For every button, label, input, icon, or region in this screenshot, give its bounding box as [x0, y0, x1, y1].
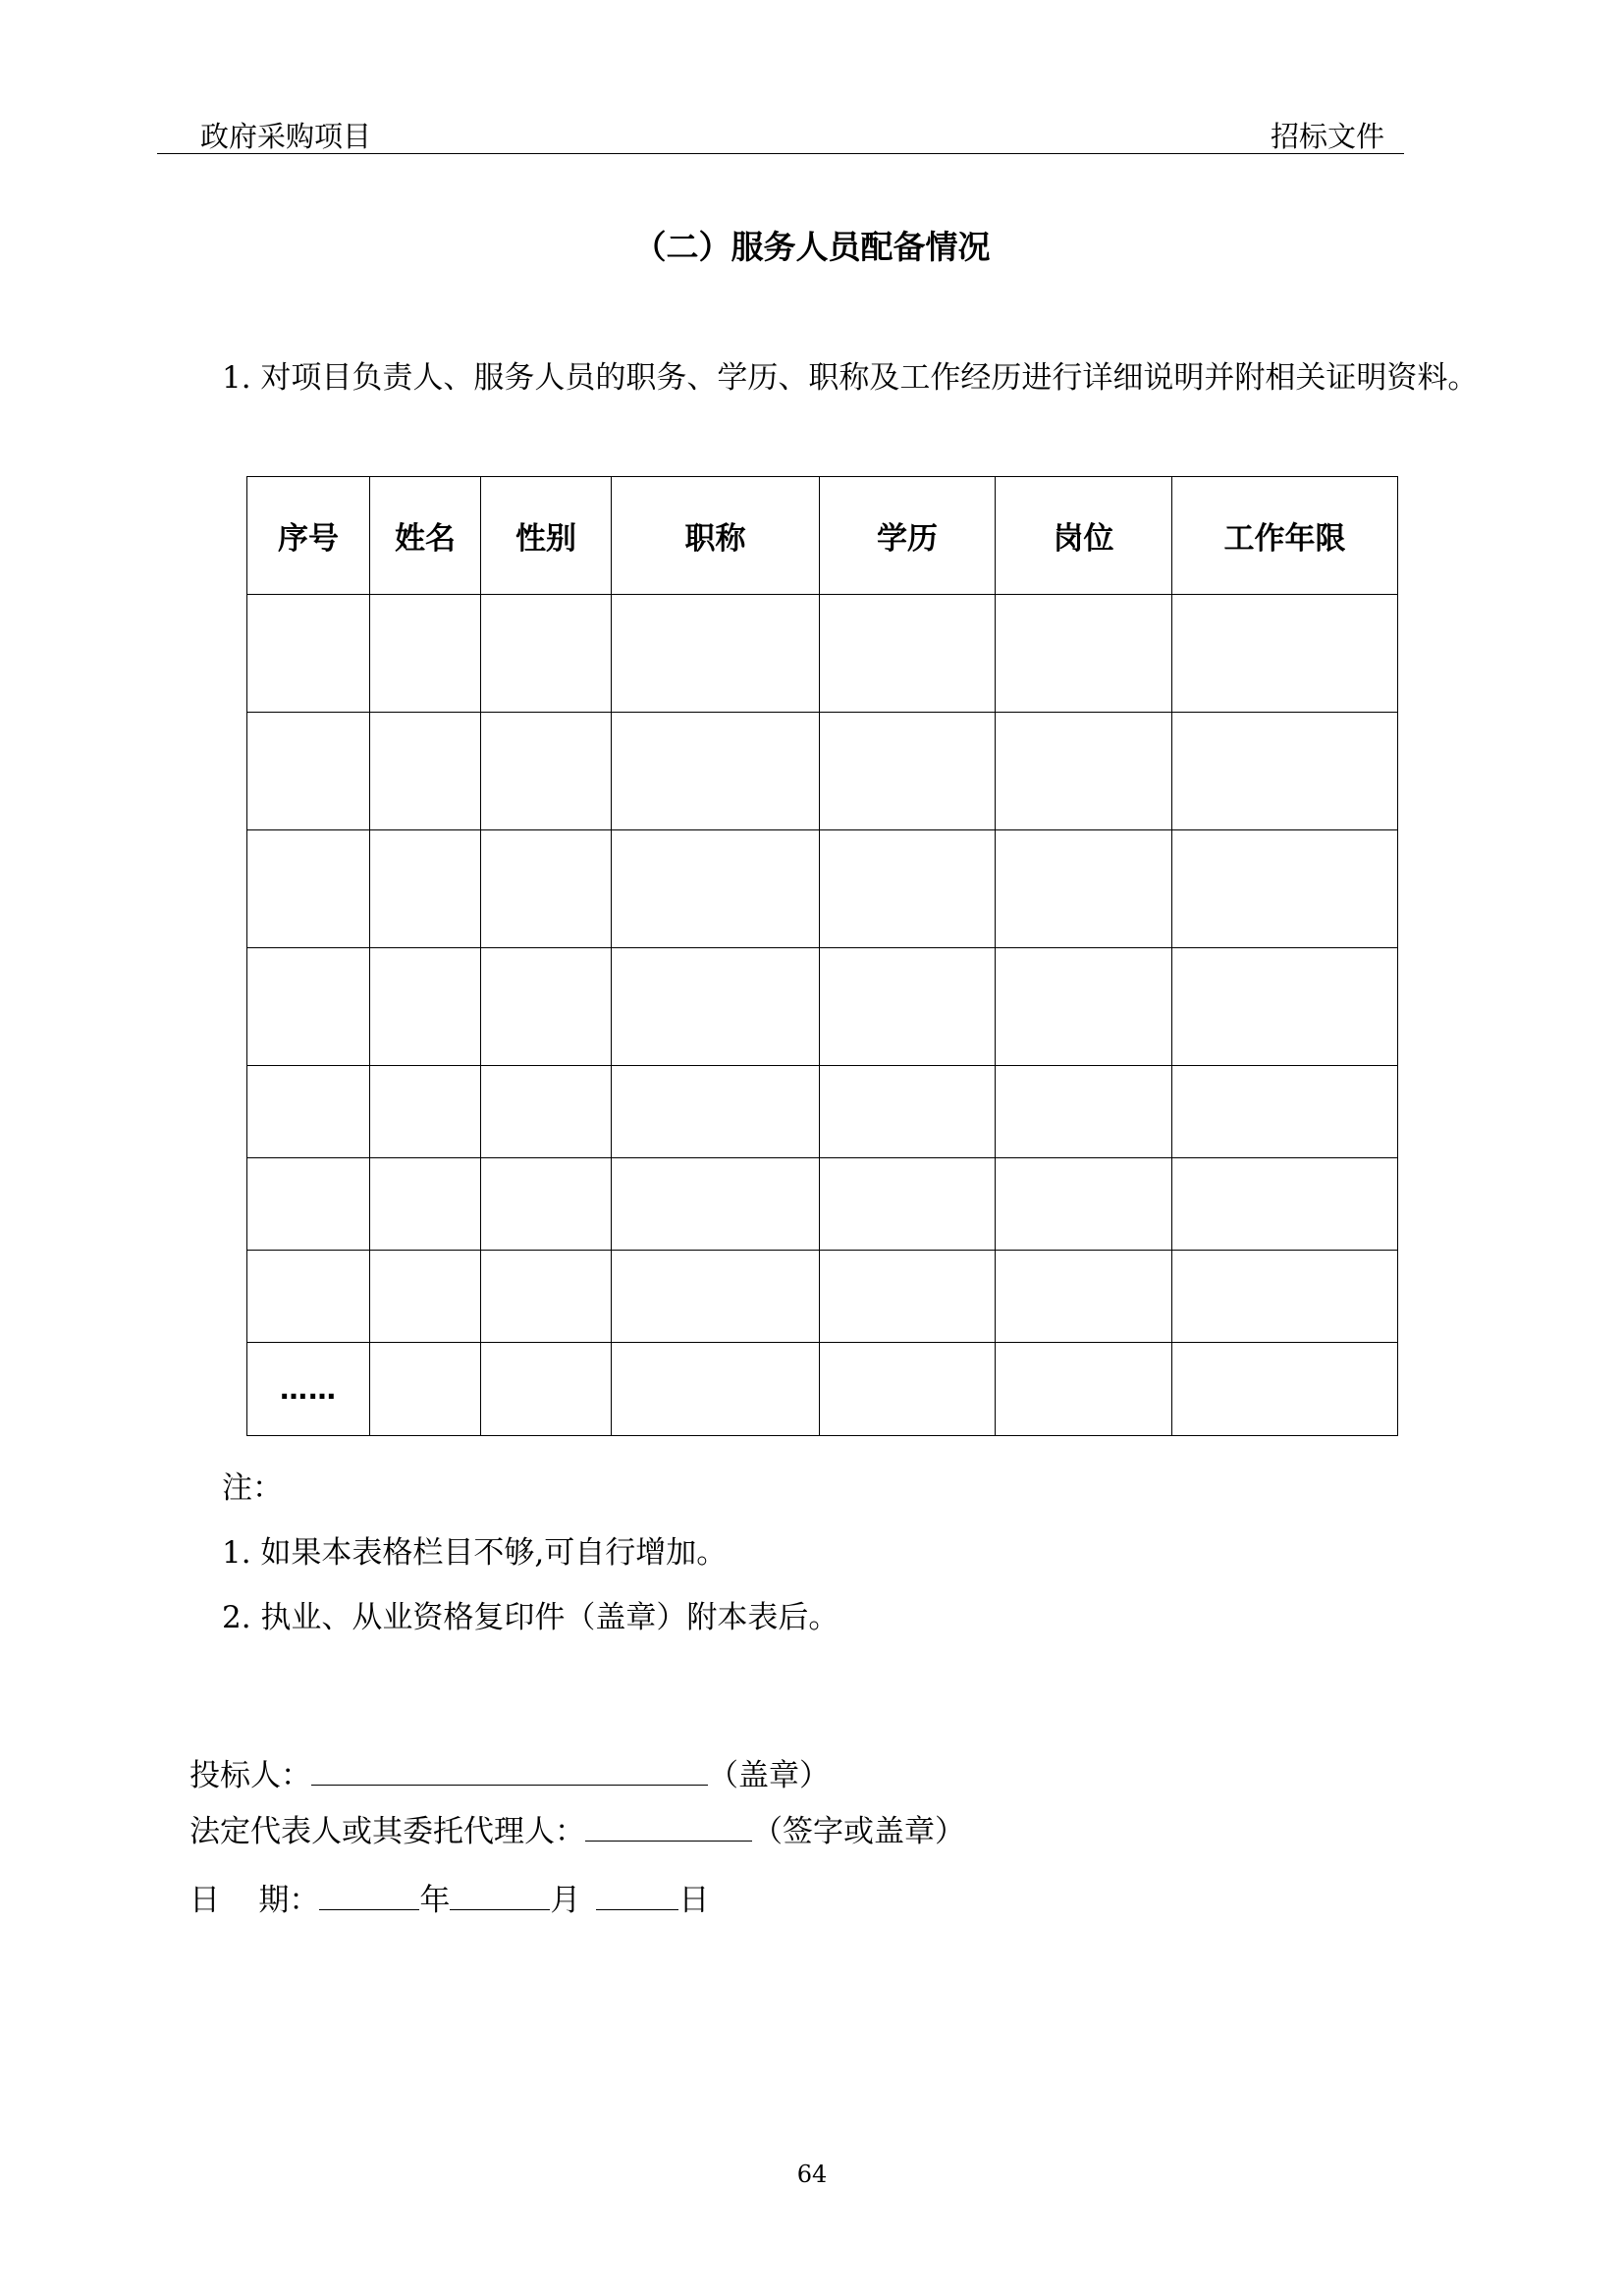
- table-row: [247, 830, 1398, 948]
- table-cell: [370, 595, 481, 713]
- header-cell-position: 岗位: [996, 477, 1172, 595]
- table-cell: [370, 1066, 481, 1158]
- table-cell: [612, 948, 820, 1066]
- table-cell: [247, 948, 370, 1066]
- table-cell: [820, 1343, 996, 1436]
- table-cell: [996, 713, 1172, 830]
- table-cell: [370, 830, 481, 948]
- header-cell-index: 序号: [247, 477, 370, 595]
- table-cell: [1172, 1066, 1398, 1158]
- table-row: [247, 1251, 1398, 1343]
- table-cell: [481, 595, 612, 713]
- table-cell: [1172, 1251, 1398, 1343]
- table-cell: [370, 948, 481, 1066]
- table-cell: [1172, 1158, 1398, 1251]
- table-cell: [247, 1066, 370, 1158]
- table-cell: [247, 1251, 370, 1343]
- table-cell: [481, 830, 612, 948]
- table-row: [247, 595, 1398, 713]
- table-cell: [247, 1158, 370, 1251]
- header-rule: [157, 153, 1404, 154]
- header-cell-education: 学历: [820, 477, 996, 595]
- intro-paragraph: 1. 对项目负责人、服务人员的职务、学历、职称及工作经历进行详细说明并附相关证明资料。: [222, 360, 1479, 396]
- table-row: [247, 1343, 1398, 1436]
- table-cell: [370, 1158, 481, 1251]
- representative-blank[interactable]: [585, 1811, 752, 1842]
- page-number: 64: [796, 2161, 828, 2188]
- day-label: 日: [678, 1883, 710, 1918]
- table-cell: [370, 1251, 481, 1343]
- table-cell: [1172, 713, 1398, 830]
- table-cell: [820, 948, 996, 1066]
- bidder-signature-line: [189, 1755, 830, 1795]
- representative-suffix: （签字或盖章）: [752, 1814, 965, 1849]
- table-cell: [370, 1343, 481, 1436]
- table-cell: [820, 1158, 996, 1251]
- table-cell: [1172, 595, 1398, 713]
- table-cell: [996, 1066, 1172, 1158]
- notes-section: [222, 1456, 839, 1650]
- table-row: [247, 948, 1398, 1066]
- table-cell: [612, 830, 820, 948]
- header-cell-gender: 性别: [481, 477, 612, 595]
- header-project-label: 政府采购项目: [200, 120, 372, 153]
- day-blank[interactable]: [596, 1880, 678, 1910]
- bidder-blank[interactable]: [311, 1755, 708, 1786]
- representative-label: 法定代表人或其委托代理人：: [189, 1814, 585, 1849]
- section-title: （二）服务人员配备情况: [633, 228, 991, 266]
- notes-label: 注：: [222, 1470, 283, 1506]
- table-cell: [996, 830, 1172, 948]
- header-cell-name: 姓名: [370, 477, 481, 595]
- table-cell: [612, 713, 820, 830]
- year-label: 年: [419, 1883, 451, 1918]
- table-cell: [481, 713, 612, 830]
- bidder-suffix: （盖章）: [708, 1758, 830, 1793]
- year-blank[interactable]: [319, 1880, 419, 1910]
- table-cell: [481, 948, 612, 1066]
- table-cell: [820, 595, 996, 713]
- table-cell: [820, 713, 996, 830]
- table-cell: [247, 830, 370, 948]
- table-cell: [247, 713, 370, 830]
- month-label: 月: [550, 1883, 581, 1918]
- note-item: 2. 执业、从业资格复印件（盖章）附本表后。: [222, 1600, 839, 1635]
- table-row: [247, 1158, 1398, 1251]
- table-cell: [1172, 948, 1398, 1066]
- table-cell: [481, 1251, 612, 1343]
- table-cell: [247, 595, 370, 713]
- table-cell: [820, 1066, 996, 1158]
- date-line: [189, 1880, 709, 1920]
- table-cell: [612, 1251, 820, 1343]
- table-row: [247, 713, 1398, 830]
- table-cell: [996, 1343, 1172, 1436]
- header-document-label: 招标文件: [1270, 120, 1384, 153]
- table-cell: [1172, 830, 1398, 948]
- table-cell: [612, 1343, 820, 1436]
- table-cell: [820, 830, 996, 948]
- table-cell: [612, 1066, 820, 1158]
- table-header-row: [247, 477, 1398, 595]
- header-cell-title: 职称: [612, 477, 820, 595]
- table-cell: [481, 1066, 612, 1158]
- table-cell: [1172, 1343, 1398, 1436]
- table-cell: [612, 595, 820, 713]
- table-cell: [370, 713, 481, 830]
- table-cell: [481, 1343, 612, 1436]
- table-cell: [996, 595, 1172, 713]
- month-blank[interactable]: [450, 1880, 550, 1910]
- representative-signature-line: [189, 1811, 965, 1851]
- ellipsis-cell: ……: [247, 1343, 370, 1436]
- table-cell: [481, 1158, 612, 1251]
- table-cell: [996, 1158, 1172, 1251]
- header-cell-years: 工作年限: [1172, 477, 1398, 595]
- table-row: [247, 1066, 1398, 1158]
- bidder-label: 投标人：: [189, 1758, 311, 1793]
- staff-table: [246, 476, 1398, 1436]
- table-cell: [996, 948, 1172, 1066]
- date-label: 日 期：: [189, 1883, 320, 1918]
- table-cell: [820, 1251, 996, 1343]
- table-cell: [996, 1251, 1172, 1343]
- note-item: 1. 如果本表格栏目不够,可自行增加。: [222, 1535, 728, 1571]
- table-cell: [612, 1158, 820, 1251]
